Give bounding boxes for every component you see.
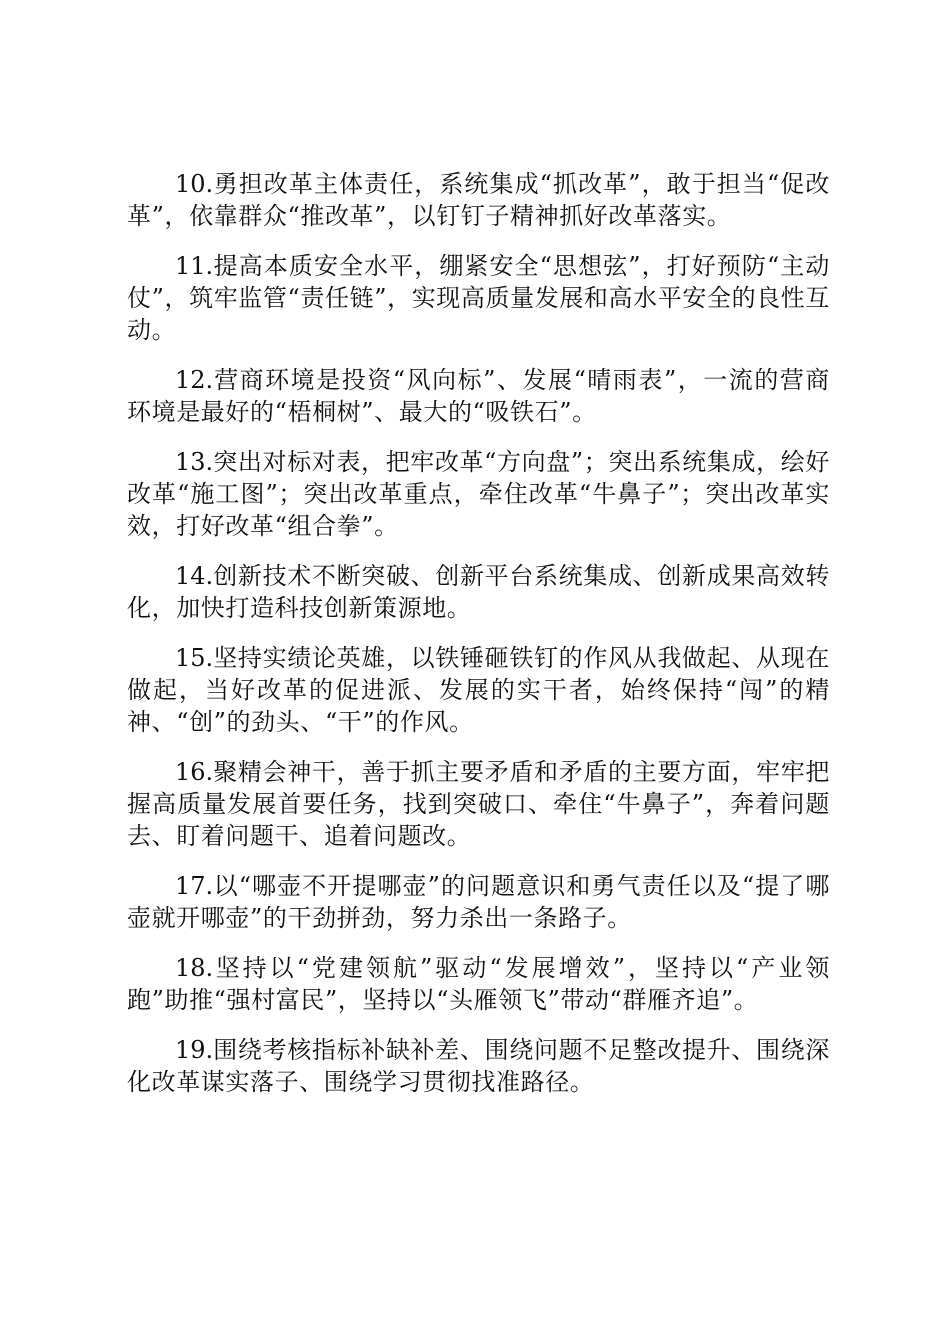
paragraph-15 [127,642,830,738]
paragraph-text: 突出对标对表，把牢改革“方向盘”；突出系统集成，绘好改革“施工图”；突出改革重点，牵住改革“牛鼻子”；突出改革实效，打好改革“组合拳”。 [127,448,830,540]
document-body [127,168,830,1116]
paragraph-number: 17. [175,872,214,900]
paragraph-text: 提高本质安全水平，绷紧安全“思想弦”，打好预防“主动仗”，筑牢监管“责任链”，实现高质量发展和高水平安全的良性互动。 [127,252,830,344]
paragraph-number: 11. [175,252,214,280]
paragraph-19 [127,1034,830,1098]
paragraph-text: 以“哪壶不开提哪壶”的问题意识和勇气责任以及“提了哪壶就开哪壶”的干劲拼劲，努力杀出一条路子。 [127,872,830,932]
paragraph-text: 勇担改革主体责任，系统集成“抓改革”，敢于担当“促改革”，依靠群众“推改革”，以钉钉子精神抓好改革落实。 [127,170,830,230]
paragraph-text: 坚持实绩论英雄，以铁锤砸铁钉的作风从我做起、从现在做起，当好改革的促进派、发展的实干者，始终保持“闯”的精神、“创”的劲头、“干”的作风。 [127,644,830,736]
paragraph-12 [127,364,830,428]
paragraph-text: 创新技术不断突破、创新平台系统集成、创新成果高效转化，加快打造科技创新策源地。 [127,562,830,622]
paragraph-text: 坚持以“党建领航”驱动“发展增效”，坚持以“产业领跑”助推“强村富民”，坚持以“头雁领飞”带动“群雁齐追”。 [127,954,830,1014]
paragraph-17 [127,870,830,934]
paragraph-number: 14. [175,562,214,590]
paragraph-number: 16. [175,758,214,786]
paragraph-18 [127,952,830,1016]
paragraph-number: 13. [175,448,214,476]
paragraph-16 [127,756,830,852]
paragraph-number: 19. [175,1036,214,1064]
paragraph-text: 聚精会神干，善于抓主要矛盾和矛盾的主要方面，牢牢把握高质量发展首要任务，找到突破口、牵住“牛鼻子”，奔着问题去、盯着问题干、追着问题改。 [127,758,830,850]
paragraph-text: 营商环境是投资“风向标”、发展“晴雨表”，一流的营商环境是最好的“梧桐树”、最大的“吸铁石”。 [127,366,830,426]
paragraph-13 [127,446,830,542]
paragraph-11 [127,250,830,346]
paragraph-14 [127,560,830,624]
paragraph-number: 15. [175,644,214,672]
paragraph-text: 围绕考核指标补缺补差、围绕问题不足整改提升、围绕深化改革谋实落子、围绕学习贯彻找准路径。 [127,1036,830,1096]
paragraph-number: 18. [175,954,214,982]
paragraph-10 [127,168,830,232]
paragraph-number: 12. [175,366,214,394]
paragraph-number: 10. [175,170,214,198]
